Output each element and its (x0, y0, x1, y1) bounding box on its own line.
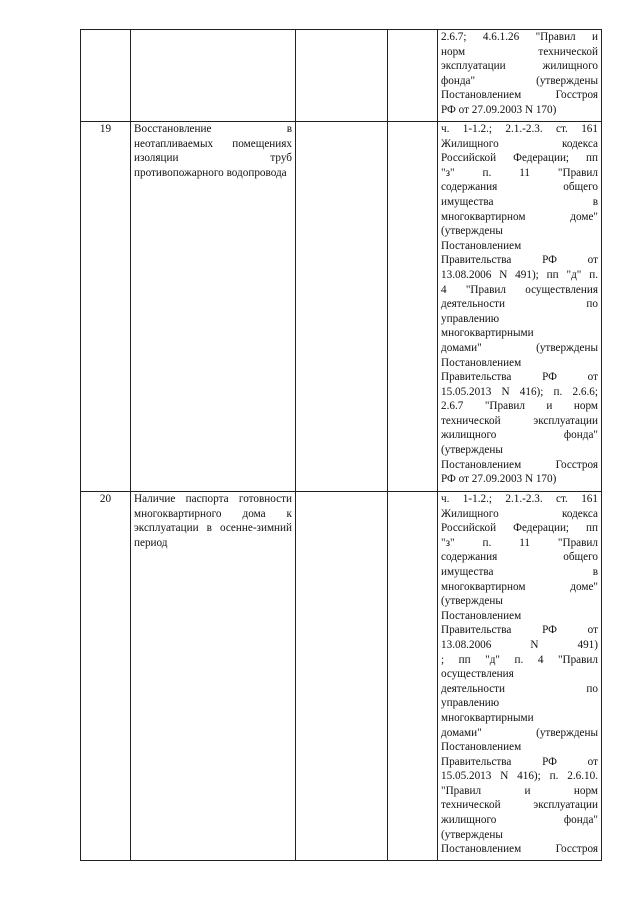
legal-basis-line: домами" (утверждены (441, 341, 598, 354)
legal-basis-line: Российской Федерации; пп (441, 522, 598, 535)
legal-basis-line: "Правил и норм (441, 784, 598, 797)
table-row (81, 492, 602, 861)
legal-basis-line: 15.05.2013 N 416); п. 2.6.6; (441, 385, 598, 398)
legal-basis-line: Правительства РФ от (441, 254, 598, 267)
legal-basis-line: Постановлением (441, 609, 522, 622)
legal-basis-line: ч. 1-1.2.; 2.1.-2.3. ст. 161 (441, 493, 598, 505)
legal-basis-line: Постановлением Госстроя (441, 89, 598, 102)
legal-basis-line: ; пп "д" п. 4 "Правил (441, 653, 598, 666)
legal-basis-line: многоквартирными (441, 327, 534, 340)
empty-cell (388, 30, 438, 122)
row-number: 19 (81, 122, 131, 492)
legal-basis-line: содержания общего (441, 181, 598, 194)
legal-basis-line: деятельности по (441, 682, 598, 695)
legal-basis-line: домами" (утверждены (441, 726, 598, 739)
legal-basis-line: имущества в (441, 565, 598, 578)
legal-basis-line: Постановлением (441, 239, 522, 252)
legal-basis-line: Постановлением (441, 741, 522, 754)
requirement-name (131, 30, 296, 122)
legal-basis-line: Постановлением (441, 356, 522, 369)
requirement-name: Наличие паспорта готовности многоквартирного дома к эксплуатации в осенне-зимний период (131, 492, 296, 861)
legal-basis-line: многоквартирными (441, 711, 534, 724)
legal-basis-line: 2.6.7; 4.6.1.26 "Правил и (441, 31, 598, 43)
empty-cell (388, 492, 438, 861)
requirement-name: Восстановление в неотапливаемых помещениях изоляции труб противопожарного водопровода (131, 122, 296, 492)
legal-basis-line: осуществления (441, 668, 514, 681)
legal-basis-line: Постановлением Госстроя (441, 458, 598, 471)
legal-basis-line: 15.05.2013 N 416); п. 2.6.10. (441, 770, 598, 783)
legal-basis-line: 4 "Правил осуществления (441, 283, 598, 296)
legal-basis-line: имущества в (441, 195, 598, 208)
legal-basis-line: Правительства РФ от (441, 755, 598, 768)
legal-basis-line: жилищного фонда" (441, 814, 598, 827)
legal-basis-line: многоквартирном доме" (441, 580, 598, 593)
legal-basis-line: деятельности по (441, 298, 598, 311)
legal-basis-line: фонда" (утверждены (441, 74, 598, 87)
row-number (81, 30, 131, 122)
legal-basis (438, 492, 602, 861)
legal-basis-line: Жилищного кодекса (441, 507, 598, 520)
legal-basis-line: Правительства РФ от (441, 371, 598, 384)
legal-basis (438, 30, 602, 122)
table-row (81, 122, 602, 492)
legal-basis-line: содержания общего (441, 551, 598, 564)
table-row-continued (81, 30, 602, 122)
legal-basis-line: (утверждены (441, 444, 503, 457)
legal-basis-line: Правительства РФ от (441, 624, 598, 637)
legal-basis-line: "з" п. 11 "Правил (441, 536, 598, 549)
legal-basis-line: норм технической (441, 45, 598, 58)
legal-basis-line: 13.08.2006 N 491); пп "д" п. (441, 268, 598, 281)
legal-basis-line: 13.08.2006 N 491) (441, 638, 598, 651)
legal-basis-line: эксплуатации жилищного (441, 60, 598, 73)
legal-basis-line: (утверждены (441, 595, 503, 608)
legal-basis-line: управлению (441, 697, 500, 710)
legal-basis-line: РФ от 27.09.2003 N 170) (441, 473, 557, 486)
legal-basis-line: "з" п. 11 "Правил (441, 166, 598, 179)
legal-basis-line: РФ от 27.09.2003 N 170) (441, 103, 557, 116)
legal-basis (438, 122, 602, 492)
legal-basis-line: многоквартирном доме" (441, 210, 598, 223)
legal-basis-line: технической эксплуатации (441, 799, 598, 812)
legal-basis-line: управлению (441, 312, 500, 325)
legal-basis-line: (утверждены (441, 828, 503, 841)
legal-basis-line: Жилищного кодекса (441, 137, 598, 150)
empty-cell (388, 122, 438, 492)
legal-basis-line: Постановлением Госстроя (441, 843, 598, 856)
legal-basis-line: технической эксплуатации (441, 414, 598, 427)
empty-cell (296, 122, 388, 492)
legal-basis-line: 2.6.7 "Правил и норм (441, 400, 598, 413)
empty-cell (296, 492, 388, 861)
legal-basis-line: ч. 1-1.2.; 2.1.-2.3. ст. 161 (441, 123, 598, 135)
legal-basis-line: (утверждены (441, 225, 503, 238)
empty-cell (296, 30, 388, 122)
row-number: 20 (81, 492, 131, 861)
requirements-table (80, 29, 602, 861)
legal-basis-line: жилищного фонда" (441, 429, 598, 442)
legal-basis-line: Российской Федерации; пп (441, 152, 598, 165)
